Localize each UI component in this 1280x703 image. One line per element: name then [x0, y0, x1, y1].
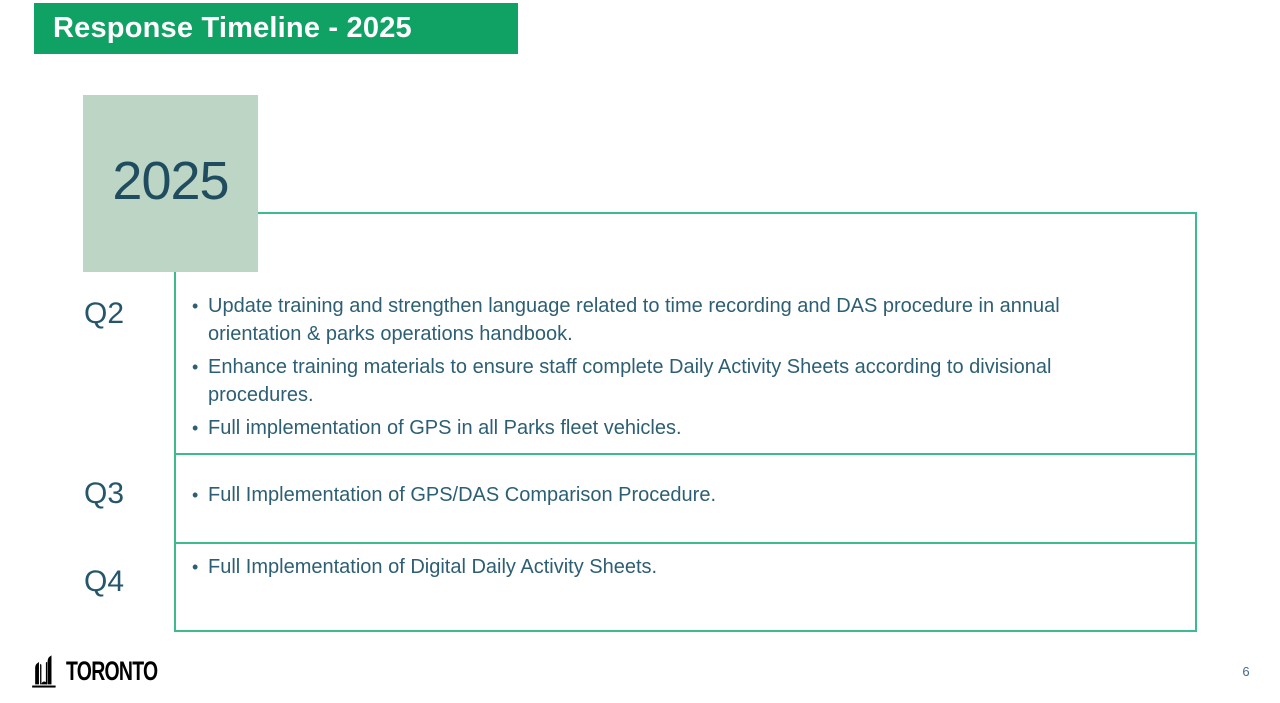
bullet-item: • Enhance training materials to ensure staff complete Daily Activity Sheets according to divisional procedures. — [190, 353, 1090, 409]
bullet-list-q4 — [190, 553, 1090, 581]
timeline-row-q4 — [176, 544, 1195, 628]
year-box — [83, 95, 258, 272]
bullet-item: • Full Implementation of Digital Daily Activity Sheets. — [190, 553, 1090, 581]
toronto-logo-text: TORONTO — [66, 655, 158, 686]
timeline-row-q3 — [176, 455, 1195, 544]
toronto-logo — [30, 652, 193, 690]
timeline-table — [174, 212, 1197, 632]
quarter-label-q3: Q3 — [84, 477, 125, 510]
toronto-cityhall-icon — [30, 652, 60, 690]
page-number: 6 — [1242, 664, 1250, 679]
year-label: 2025 — [112, 150, 229, 211]
bullet-item: • Full Implementation of GPS/DAS Comparison Procedure. — [190, 481, 1090, 509]
quarter-label-q4: Q4 — [84, 565, 125, 598]
timeline-row-q2 — [176, 214, 1195, 455]
bullet-list-q3 — [190, 481, 1090, 509]
bullet-list-q2 — [190, 292, 1090, 442]
title-banner — [34, 3, 518, 54]
quarter-label-q2: Q2 — [84, 297, 125, 330]
bullet-item: • Full implementation of GPS in all Parks fleet vehicles. — [190, 414, 1090, 442]
page-title: Response Timeline - 2025 — [53, 12, 412, 44]
bullet-item: • Update training and strengthen language related to time recording and DAS procedure in annual orientation & parks operations handbook. — [190, 292, 1090, 348]
